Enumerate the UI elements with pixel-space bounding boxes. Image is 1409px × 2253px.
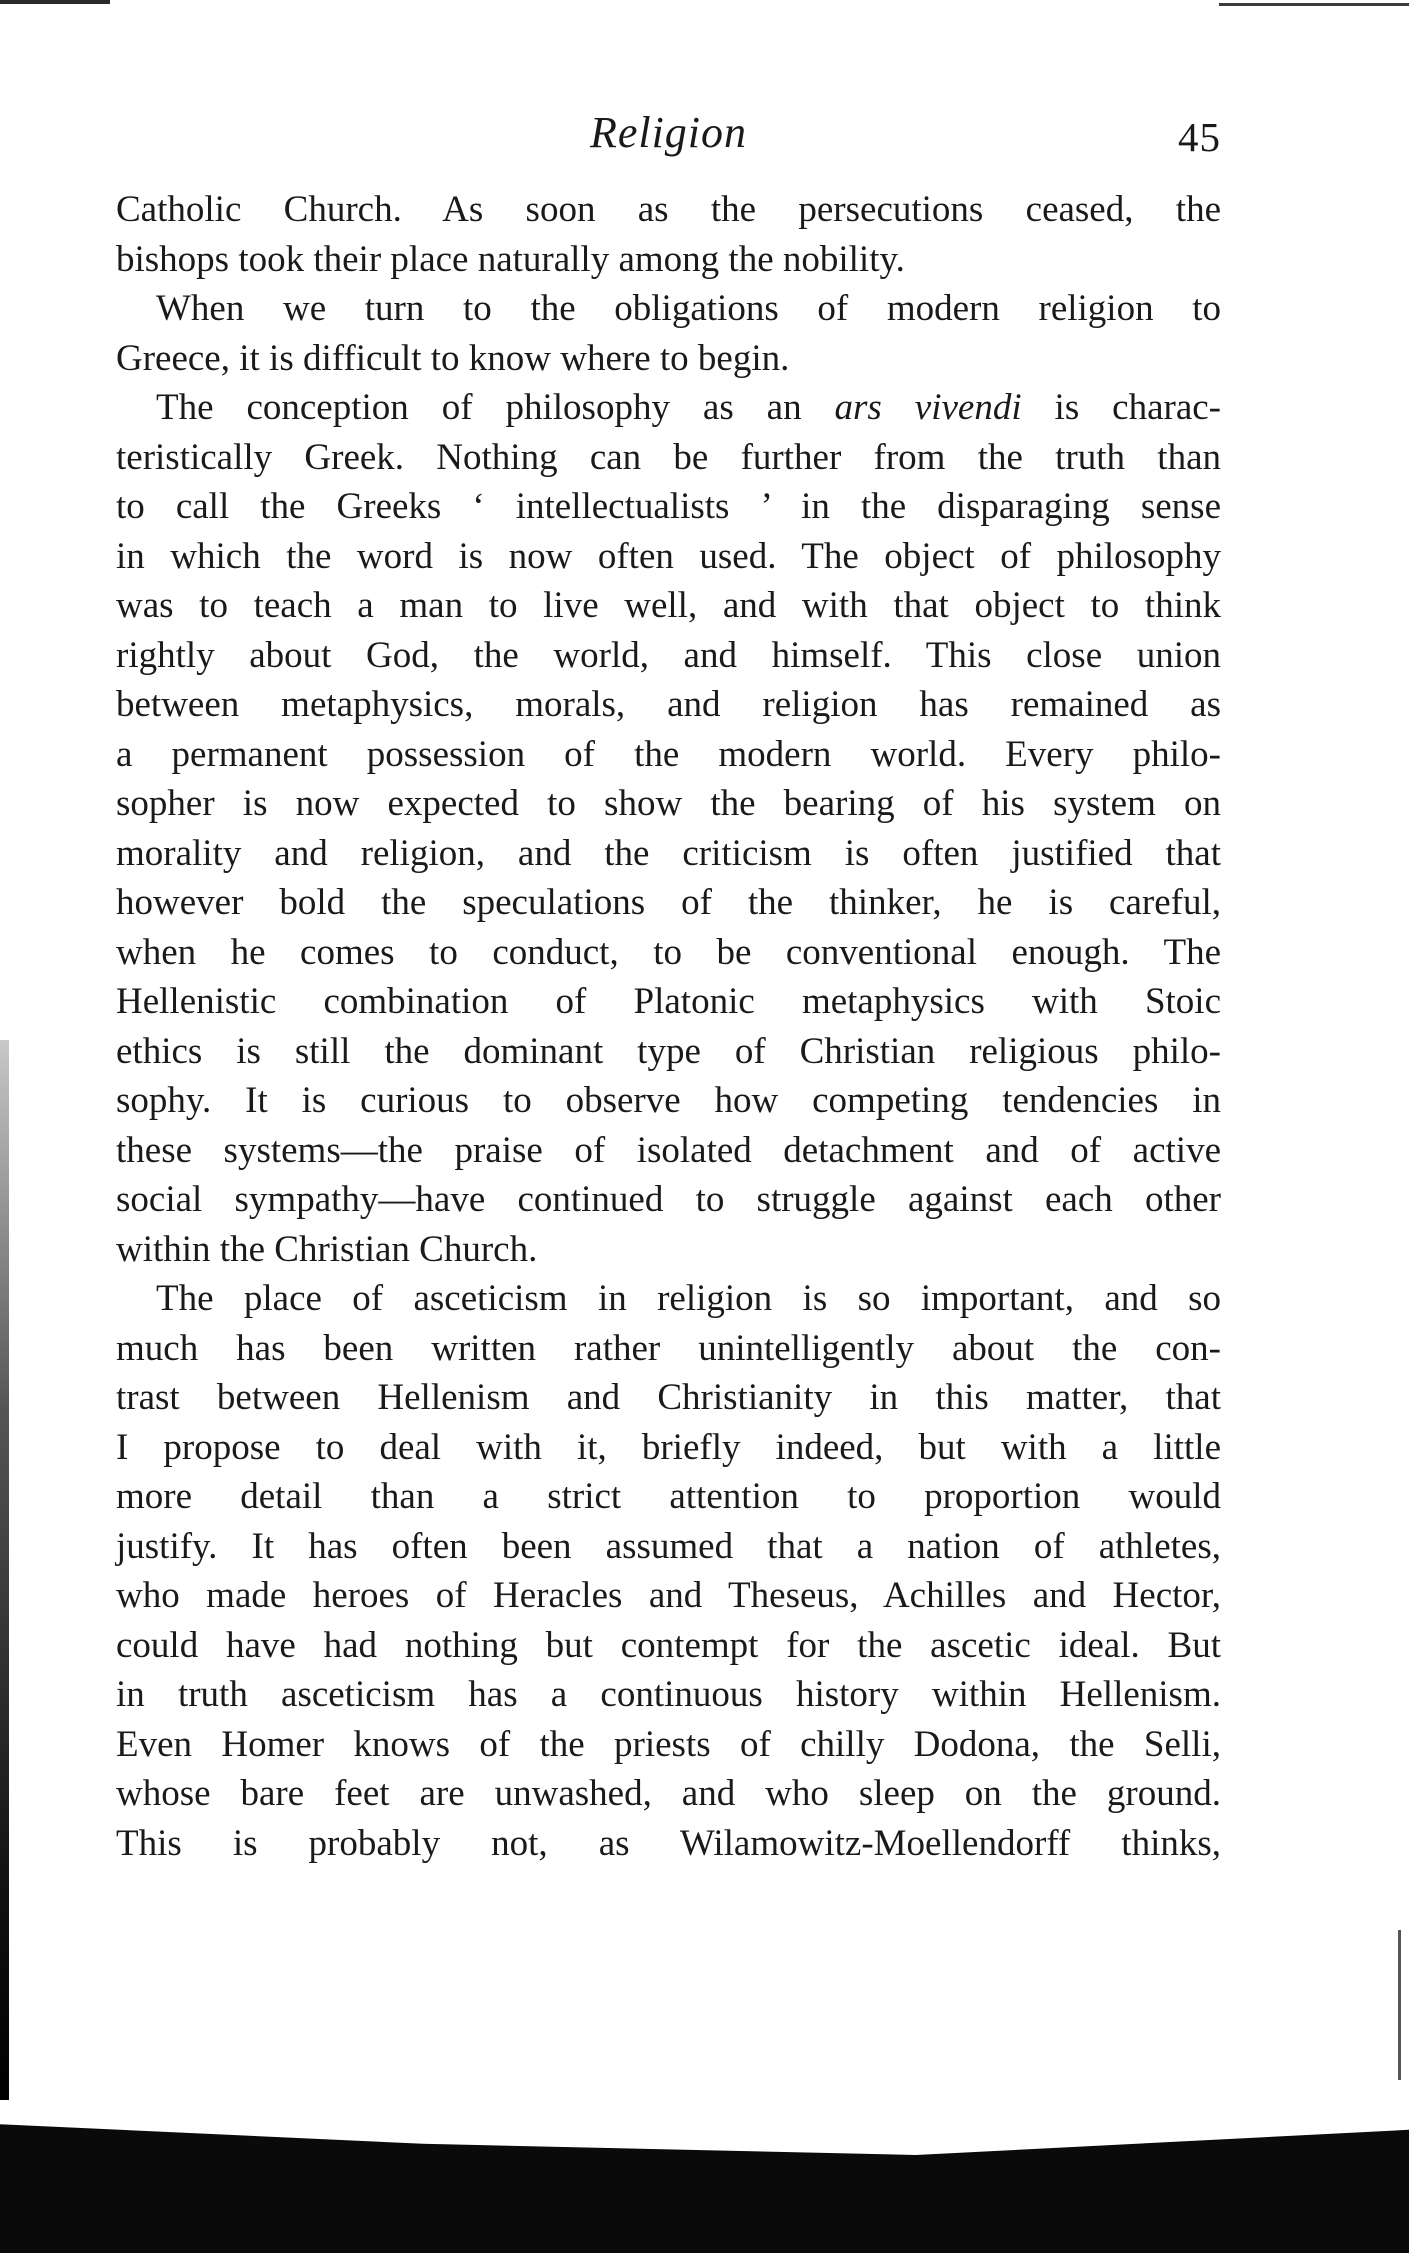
text-line: a permanent possession of the modern world. Every philo-: [116, 733, 1221, 775]
text-line: whose bare feet are unwashed, and who sleep on the ground.: [116, 1773, 1221, 1814]
scan-artifact-right-edge: [1398, 1930, 1401, 2080]
text-line: Greece, it is difficult to know where to begin.: [116, 337, 790, 379]
text-line: teristically Greek. Nothing can be further from the truth than: [116, 436, 1221, 478]
text-line: bishops took their place naturally among the nobility.: [116, 238, 905, 280]
body-text: [116, 185, 1221, 1868]
text-line-end: is charac-: [1021, 387, 1222, 428]
text-line: [116, 383, 1221, 433]
text-line: could have had nothing but contempt for the ascetic ideal. But: [116, 1624, 1221, 1666]
scan-artifact-top-left: [0, 0, 110, 4]
text-line: Even Homer knows of the priests of chilly Dodona, the Selli,: [116, 1723, 1221, 1765]
text-line: The place of asceticism in religion is so important, and so: [156, 1278, 1221, 1319]
text-line-start: The conception of philosophy as an: [156, 387, 835, 428]
text-line: ethics is still the dominant type of Christian religious philo-: [116, 1030, 1221, 1072]
text-line: these systems—the praise of isolated detachment and of active: [116, 1129, 1221, 1171]
text-line: much has been written rather unintelligently about the con-: [116, 1327, 1221, 1369]
scan-artifact-left-edge: [0, 1040, 9, 2100]
text-line: This is probably not, as Wilamowitz-Moellendorff thinks,: [116, 1822, 1221, 1864]
text-line: to call the Greeks ‘ intellectualists ’ in the disparaging sense: [116, 486, 1221, 527]
text-line: sophy. It is curious to observe how competing tendencies in: [116, 1080, 1221, 1121]
text-line: more detail than a strict attention to proportion would: [116, 1476, 1221, 1517]
text-line: sopher is now expected to show the bearing of his system on: [116, 783, 1221, 824]
text-line: within the Christian Church.: [116, 1228, 538, 1270]
scan-artifact-top-right: [1219, 3, 1409, 6]
scan-artifact-bottom-edge: [0, 2113, 1409, 2253]
running-title: Religion: [589, 108, 748, 157]
text-line: between metaphysics, morals, and religion has remained as: [116, 684, 1221, 725]
text-line: in which the word is now often used. The object of philosophy: [116, 535, 1221, 577]
text-line: When we turn to the obligations of modern religion to: [156, 288, 1221, 329]
text-line: Hellenistic combination of Platonic metaphysics with Stoic: [116, 981, 1221, 1022]
text-line: was to teach a man to live well, and with that object to think: [116, 585, 1221, 626]
text-line: however bold the speculations of the thinker, he is careful,: [116, 882, 1221, 923]
text-line: in truth asceticism has a continuous history within Hellenism.: [116, 1674, 1221, 1715]
italic-phrase: ars vivendi: [834, 387, 1022, 428]
text-line: when he comes to conduct, to be conventional enough. The: [116, 931, 1221, 973]
text-line: social sympathy—have continued to struggle against each other: [116, 1179, 1221, 1220]
text-line: justify. It has often been assumed that a nation of athletes,: [116, 1525, 1221, 1567]
text-line: trast between Hellenism and Christianity in this matter, that: [116, 1377, 1221, 1418]
running-head: [116, 103, 1221, 163]
text-line: rightly about God, the world, and himself. This close union: [116, 634, 1221, 676]
text-line: morality and religion, and the criticism is often justified that: [116, 832, 1221, 874]
page-number: 45: [1178, 114, 1221, 160]
text-line: I propose to deal with it, briefly indeed, but with a little: [116, 1426, 1221, 1468]
text-line: who made heroes of Heracles and Theseus, Achilles and Hector,: [116, 1575, 1221, 1616]
text-line: Catholic Church. As soon as the persecutions ceased, the: [116, 189, 1221, 230]
